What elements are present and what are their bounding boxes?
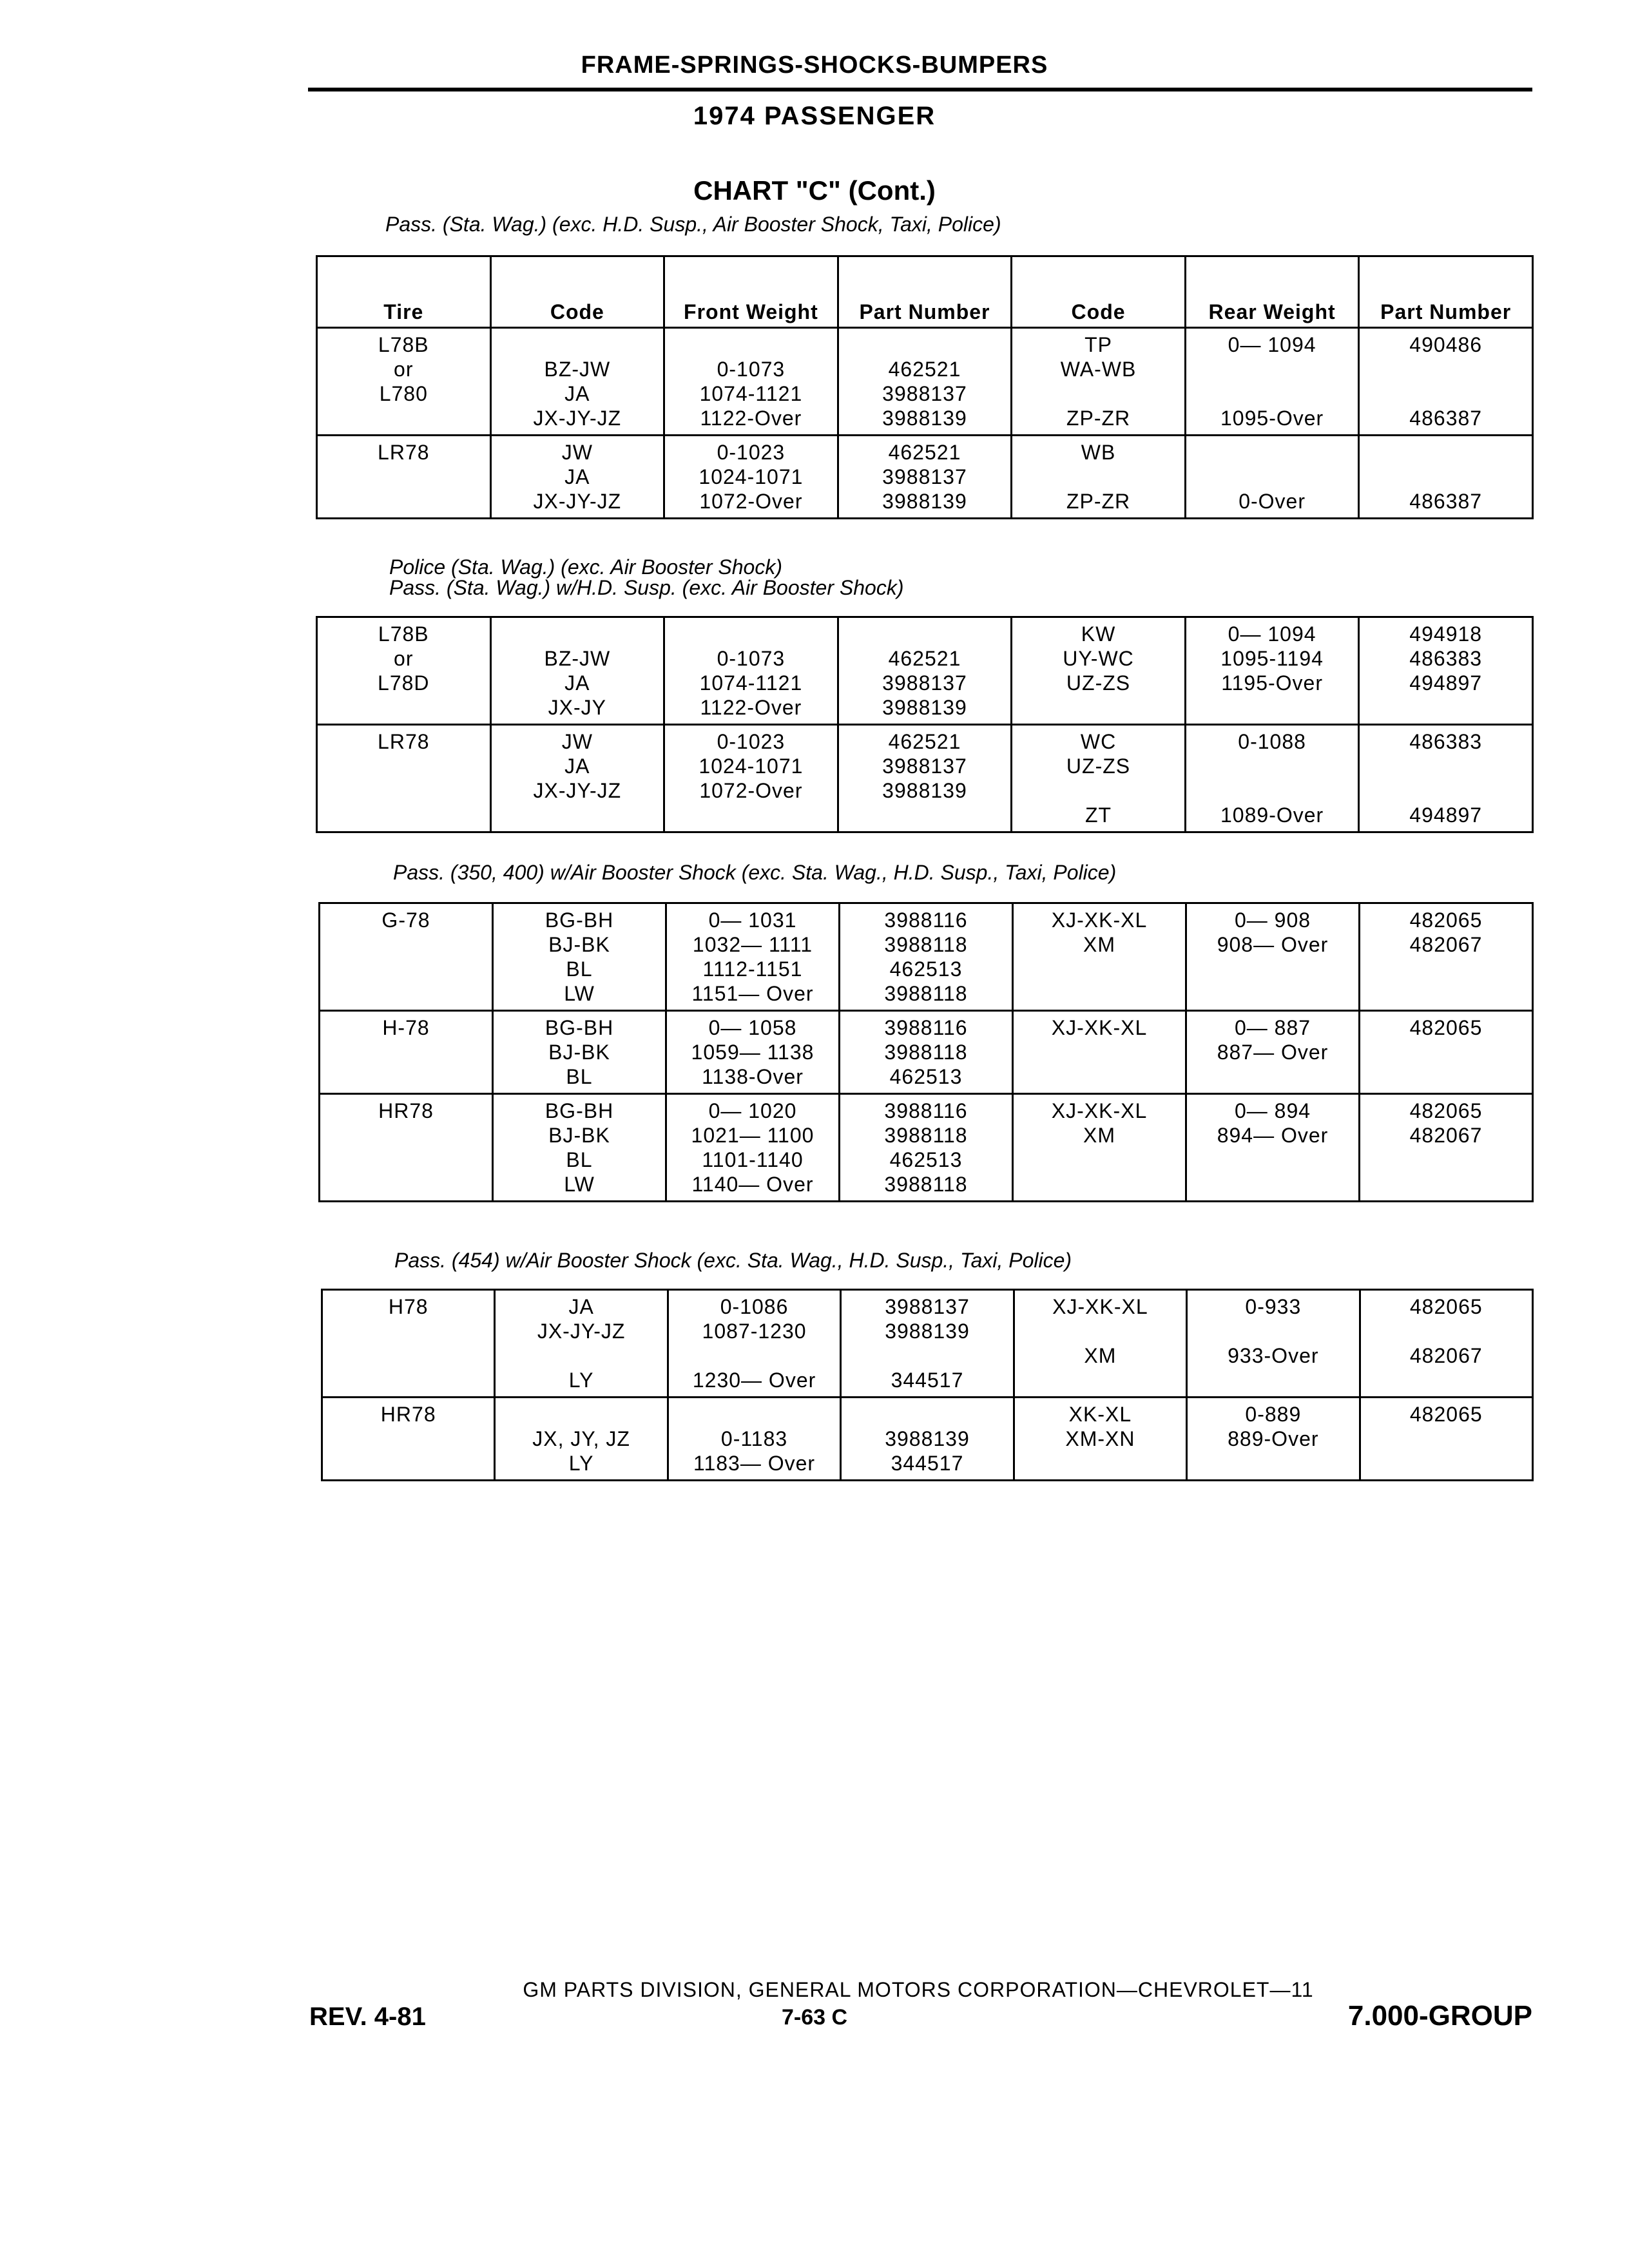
cell-line: 1095-Over: [1220, 407, 1324, 430]
cell-line: 482065: [1409, 908, 1483, 932]
footer-group: 7.000-GROUP: [1347, 2000, 1532, 2032]
cell-line: [844, 1343, 1010, 1368]
cell-line: 3988118: [884, 982, 968, 1005]
cell-line: 482067: [1409, 1124, 1483, 1147]
cell-tire: [317, 436, 491, 519]
cell-line: 0— 1020: [708, 1099, 797, 1122]
cell-line: LW: [564, 982, 595, 1005]
cell-line: [1362, 778, 1529, 803]
cell-line: [1364, 1319, 1529, 1343]
table-row: [317, 617, 1533, 725]
cell-code: [493, 1094, 666, 1202]
cell-tire: [317, 617, 491, 725]
cell-line: 3988116: [884, 1016, 968, 1039]
cell-line: 462521: [888, 647, 961, 670]
cell-line: L78B: [378, 622, 429, 646]
cell-part-number: [840, 1094, 1013, 1202]
cell-line: 3988139: [885, 1320, 970, 1343]
cell-rear-weight: [1185, 725, 1359, 832]
cell-code: [495, 1290, 668, 1398]
cell-part-number: [841, 1290, 1014, 1398]
cell-line: 462521: [888, 730, 961, 753]
cell-line: 1024-1071: [699, 754, 804, 778]
cell-line: [1362, 381, 1529, 406]
table-row: [320, 1094, 1533, 1202]
table-row: [317, 725, 1533, 832]
cell-line: 0-933: [1245, 1295, 1302, 1318]
cell-line: JX-JY-JZ: [533, 407, 622, 430]
cell-line: 494918: [1409, 622, 1483, 646]
cell-line: [1189, 357, 1356, 381]
cell-line: JX-JY-JZ: [537, 1320, 626, 1343]
cell-line: [671, 1402, 837, 1427]
cell-code: [1012, 328, 1186, 436]
cell-line: 0-Over: [1239, 490, 1306, 513]
cell-line: JX-JY-JZ: [533, 779, 622, 802]
cell-tire: [317, 725, 491, 832]
cell-line: G-78: [381, 908, 430, 932]
cell-line: [1362, 440, 1529, 465]
cell-code: [495, 1398, 668, 1481]
column-header-part-number: Part Number: [838, 256, 1012, 328]
spring-table-4: [321, 1289, 1534, 1481]
cell-part-number: [1359, 436, 1533, 519]
cell-line: JA: [568, 1295, 594, 1318]
cell-line: 1072-Over: [699, 779, 803, 802]
cell-line: 0— 1094: [1228, 622, 1316, 646]
cell-line: 462513: [889, 1148, 963, 1171]
cell-line: 3988139: [885, 1427, 970, 1450]
cell-line: [1015, 381, 1182, 406]
page-subtitle: 1974 PASSENGER: [693, 102, 936, 130]
cell-line: [494, 332, 661, 357]
cell-part-number: [838, 436, 1012, 519]
cell-line: 0-1086: [720, 1295, 789, 1318]
cell-line: 0— 908: [1234, 908, 1311, 932]
cell-line: LY: [568, 1452, 594, 1475]
cell-line: 482065: [1409, 1403, 1483, 1426]
cell-line: [498, 1343, 664, 1368]
cell-code: [1014, 1398, 1186, 1481]
cell-line: 482065: [1409, 1295, 1483, 1318]
cell-line: 3988137: [882, 382, 967, 405]
cell-line: 1095-1194: [1220, 647, 1324, 670]
cell-line: 0-1088: [1238, 730, 1306, 753]
cell-rear-weight: [1185, 436, 1359, 519]
cell-code: [1013, 1094, 1186, 1202]
cell-line: [1189, 440, 1356, 465]
column-header-rear-weight: Rear Weight: [1185, 256, 1359, 328]
cell-line: TP: [1084, 333, 1112, 356]
cell-tire: [320, 1094, 493, 1202]
cell-line: WB: [1081, 441, 1116, 464]
cell-line: [1362, 465, 1529, 489]
cell-line: UY-WC: [1063, 647, 1134, 670]
cell-line: [842, 622, 1008, 646]
cell-line: L780: [379, 382, 428, 405]
cell-line: UZ-ZS: [1066, 671, 1131, 695]
cell-line: 486383: [1409, 647, 1483, 670]
cell-part-number: [1360, 1290, 1532, 1398]
cell-line: XM: [1083, 1124, 1115, 1147]
cell-line: 1151— Over: [691, 982, 814, 1005]
cell-line: 0-1023: [717, 730, 786, 753]
cell-line: H78: [388, 1295, 429, 1318]
section-4-caption: Pass. (454) w/Air Booster Shock (exc. Sta. Wag., H.D. Susp., Taxi, Police): [394, 1249, 1072, 1272]
cell-rear-weight: [1185, 617, 1359, 725]
cell-front-weight: [664, 725, 838, 832]
cell-code: [490, 725, 664, 832]
cell-line: 462513: [889, 1065, 963, 1088]
cell-line: 490486: [1409, 333, 1483, 356]
cell-code: [493, 1011, 666, 1094]
cell-line: 3988137: [885, 1295, 970, 1318]
spring-table-3: [318, 902, 1534, 1202]
cell-code: [1013, 1011, 1186, 1094]
cell-line: 1138-Over: [702, 1065, 804, 1088]
table-row: [317, 436, 1533, 519]
cell-line: 894— Over: [1217, 1124, 1329, 1147]
cell-line: JA: [564, 671, 590, 695]
cell-code: [490, 617, 664, 725]
cell-line: XJ-XK-XL: [1052, 1295, 1148, 1318]
cell-line: 0— 1094: [1228, 333, 1316, 356]
cell-line: LR78: [378, 730, 430, 753]
cell-line: BJ-BK: [548, 1124, 610, 1147]
cell-line: [1017, 1319, 1183, 1343]
cell-line: 1122-Over: [700, 696, 802, 719]
cell-line: 1183— Over: [693, 1452, 816, 1475]
cell-line: 486383: [1409, 730, 1483, 753]
cell-rear-weight: [1187, 1398, 1360, 1481]
cell-line: 0-1023: [717, 441, 786, 464]
cell-line: JX, JY, JZ: [532, 1427, 630, 1450]
cell-line: HR78: [380, 1403, 436, 1426]
cell-line: 1140— Over: [691, 1173, 814, 1196]
cell-line: [668, 332, 834, 357]
cell-line: 1089-Over: [1220, 803, 1324, 827]
cell-code: [1014, 1290, 1186, 1398]
cell-line: [1190, 1319, 1356, 1343]
cell-line: JW: [561, 730, 593, 753]
cell-line: 3988118: [884, 933, 968, 956]
cell-line: L78D: [378, 671, 430, 695]
cell-rear-weight: [1185, 328, 1359, 436]
cell-line: JA: [564, 382, 590, 405]
cell-line: [842, 332, 1008, 357]
cell-line: 482067: [1409, 1344, 1483, 1367]
cell-front-weight: [664, 617, 838, 725]
column-header-code: Code: [1012, 256, 1186, 328]
cell-line: 462513: [889, 957, 963, 981]
spring-table-2: [316, 616, 1534, 833]
cell-line: 1074-1121: [699, 382, 803, 405]
cell-line: BZ-JW: [544, 358, 611, 381]
cell-line: 0-1183: [720, 1427, 788, 1450]
cell-line: or: [394, 647, 414, 670]
cell-line: 0-889: [1245, 1403, 1302, 1426]
cell-line: JX-JY-JZ: [533, 490, 622, 513]
cell-line: 0— 1058: [708, 1016, 797, 1039]
table-row: [322, 1398, 1533, 1481]
cell-line: [1189, 778, 1356, 803]
cell-front-weight: [666, 903, 840, 1011]
cell-line: 3988118: [884, 1041, 968, 1064]
cell-code: [490, 436, 664, 519]
cell-line: KW: [1081, 622, 1116, 646]
cell-line: 3988137: [882, 465, 967, 488]
column-header-part-number: Part Number: [1359, 256, 1533, 328]
cell-line: 0— 887: [1234, 1016, 1311, 1039]
cell-line: WA-WB: [1060, 358, 1137, 381]
cell-line: ZP-ZR: [1066, 490, 1131, 513]
cell-line: JA: [564, 754, 590, 778]
cell-line: JW: [561, 441, 593, 464]
cell-line: 1230— Over: [692, 1369, 816, 1392]
cell-code: [490, 328, 664, 436]
cell-part-number: [840, 1011, 1013, 1094]
cell-line: [1189, 381, 1356, 406]
cell-front-weight: [664, 436, 838, 519]
cell-line: 0— 1031: [708, 908, 797, 932]
cell-line: JX-JY: [548, 696, 607, 719]
table-row: [320, 903, 1533, 1011]
cell-line: WC: [1080, 730, 1117, 753]
cell-front-weight: [666, 1011, 840, 1094]
cell-line: BG-BH: [545, 908, 614, 932]
cell-line: XJ-XK-XL: [1051, 908, 1148, 932]
cell-line: [668, 622, 834, 646]
cell-line: [1189, 465, 1356, 489]
cell-line: 0-1073: [717, 358, 786, 381]
cell-line: L78B: [378, 333, 429, 356]
chart-title: CHART "C" (Cont.): [693, 175, 936, 206]
cell-line: 3988116: [884, 1099, 968, 1122]
cell-line: LR78: [378, 441, 430, 464]
cell-line: 1072-Over: [699, 490, 803, 513]
cell-line: [671, 1343, 837, 1368]
cell-line: 482065: [1409, 1016, 1483, 1039]
cell-line: 344517: [891, 1369, 964, 1392]
table-row: [322, 1290, 1533, 1398]
cell-line: 887— Over: [1217, 1041, 1329, 1064]
cell-line: [1015, 465, 1182, 489]
cell-line: 3988139: [882, 696, 967, 719]
cell-front-weight: [664, 328, 838, 436]
cell-line: [498, 1402, 664, 1427]
cell-tire: [317, 328, 491, 436]
cell-part-number: [838, 617, 1012, 725]
cell-line: XM: [1083, 933, 1115, 956]
cell-line: 1032— 1111: [692, 933, 813, 956]
cell-tire: [322, 1290, 495, 1398]
cell-line: 0— 894: [1234, 1099, 1311, 1122]
column-header-tire: Tire: [317, 256, 491, 328]
cell-line: or: [394, 358, 414, 381]
header-rule: [308, 88, 1532, 91]
cell-line: BL: [566, 957, 593, 981]
cell-part-number: [1360, 1094, 1533, 1202]
spring-table-1: [316, 255, 1534, 519]
cell-part-number: [1359, 725, 1533, 832]
cell-line: 462521: [888, 358, 961, 381]
cell-part-number: [1359, 328, 1533, 436]
cell-part-number: [1360, 1398, 1532, 1481]
cell-code: [1012, 725, 1186, 832]
cell-line: [494, 622, 661, 646]
cell-line: [1362, 357, 1529, 381]
column-header-front-weight: Front Weight: [664, 256, 838, 328]
cell-line: 889-Over: [1228, 1427, 1319, 1450]
cell-line: ZT: [1084, 803, 1112, 827]
cell-part-number: [838, 725, 1012, 832]
cell-line: ZP-ZR: [1066, 407, 1131, 430]
cell-front-weight: [666, 1094, 840, 1202]
cell-line: 486387: [1409, 490, 1483, 513]
cell-line: HR78: [378, 1099, 434, 1122]
cell-line: XJ-XK-XL: [1051, 1016, 1148, 1039]
cell-part-number: [1359, 617, 1533, 725]
cell-line: BG-BH: [545, 1099, 614, 1122]
cell-line: XM-XN: [1065, 1427, 1135, 1450]
cell-line: XJ-XK-XL: [1051, 1099, 1148, 1122]
cell-line: 3988116: [884, 908, 968, 932]
cell-line: 1195-Over: [1221, 671, 1323, 695]
footer-publisher: GM PARTS DIVISION, GENERAL MOTORS CORPORATION—CHEVROLET—11: [523, 1978, 1314, 2001]
cell-part-number: [1360, 903, 1533, 1011]
cell-line: BJ-BK: [548, 1041, 610, 1064]
cell-line: H-78: [382, 1016, 430, 1039]
cell-line: [1364, 1427, 1529, 1451]
cell-line: XK-XL: [1068, 1403, 1132, 1426]
cell-line: XM: [1084, 1344, 1117, 1367]
cell-rear-weight: [1187, 1290, 1360, 1398]
cell-rear-weight: [1186, 1011, 1360, 1094]
cell-line: 344517: [891, 1452, 964, 1475]
cell-line: 1021— 1100: [691, 1124, 815, 1147]
cell-line: 3988137: [882, 754, 967, 778]
cell-code: [493, 903, 666, 1011]
cell-line: 3988118: [884, 1173, 968, 1196]
cell-line: 462521: [888, 441, 961, 464]
cell-line: 1059— 1138: [691, 1041, 815, 1064]
section-3-caption: Pass. (350, 400) w/Air Booster Shock (exc. Sta. Wag., H.D. Susp., Taxi, Police): [393, 861, 1117, 884]
cell-line: BL: [566, 1148, 593, 1171]
cell-line: 1101-1140: [702, 1148, 804, 1171]
page-title: FRAME-SPRINGS-SHOCKS-BUMPERS: [581, 52, 1048, 79]
cell-line: BL: [566, 1065, 593, 1088]
cell-code: [1013, 903, 1186, 1011]
cell-line: 3988118: [884, 1124, 968, 1147]
footer-revision: REV. 4-81: [309, 2003, 426, 2031]
cell-part-number: [841, 1398, 1014, 1481]
table-row: [317, 328, 1533, 436]
cell-line: LW: [564, 1173, 595, 1196]
cell-line: LY: [568, 1369, 594, 1392]
table-row: [320, 1011, 1533, 1094]
section-2-caption: Police (Sta. Wag.) (exc. Air Booster Shock): [389, 555, 782, 579]
cell-line: 1087-1230: [702, 1320, 807, 1343]
cell-line: 486387: [1409, 407, 1483, 430]
cell-front-weight: [668, 1398, 840, 1481]
cell-line: 1074-1121: [699, 671, 803, 695]
column-header-code: Code: [490, 256, 664, 328]
cell-line: BZ-JW: [544, 647, 611, 670]
section-2-caption-2: Pass. (Sta. Wag.) w/H.D. Susp. (exc. Air Booster Shock): [389, 576, 904, 599]
cell-line: UZ-ZS: [1066, 754, 1131, 778]
cell-tire: [320, 903, 493, 1011]
cell-tire: [320, 1011, 493, 1094]
cell-line: [844, 1402, 1010, 1427]
cell-line: 3988139: [882, 490, 967, 513]
header-row: [317, 256, 1533, 328]
cell-line: 1122-Over: [700, 407, 802, 430]
cell-line: 0-1073: [717, 647, 786, 670]
cell-line: BG-BH: [545, 1016, 614, 1039]
cell-line: 908— Over: [1217, 933, 1329, 956]
footer-page-number: 7-63 C: [781, 2005, 848, 2030]
cell-line: 482065: [1409, 1099, 1483, 1122]
cell-line: [1362, 754, 1529, 778]
cell-line: 494897: [1409, 803, 1483, 827]
cell-line: 482067: [1409, 933, 1483, 956]
cell-line: 3988137: [882, 671, 967, 695]
cell-line: BJ-BK: [548, 933, 610, 956]
cell-line: [1364, 1451, 1529, 1475]
cell-front-weight: [668, 1290, 840, 1398]
cell-line: [1189, 754, 1356, 778]
cell-tire: [322, 1398, 495, 1481]
section-1-caption: Pass. (Sta. Wag.) (exc. H.D. Susp., Air Booster Shock, Taxi, Police): [385, 213, 1001, 236]
cell-code: [1012, 617, 1186, 725]
cell-code: [1012, 436, 1186, 519]
cell-line: 1112-1151: [702, 957, 803, 981]
cell-line: 3988139: [882, 407, 967, 430]
cell-line: [1015, 778, 1182, 803]
cell-line: JA: [564, 465, 590, 488]
cell-line: 494897: [1409, 671, 1483, 695]
cell-line: 1024-1071: [699, 465, 804, 488]
cell-part-number: [840, 903, 1013, 1011]
cell-line: 3988139: [882, 779, 967, 802]
cell-part-number: [1360, 1011, 1533, 1094]
cell-part-number: [838, 328, 1012, 436]
cell-line: 933-Over: [1228, 1344, 1319, 1367]
cell-rear-weight: [1186, 1094, 1360, 1202]
cell-rear-weight: [1186, 903, 1360, 1011]
